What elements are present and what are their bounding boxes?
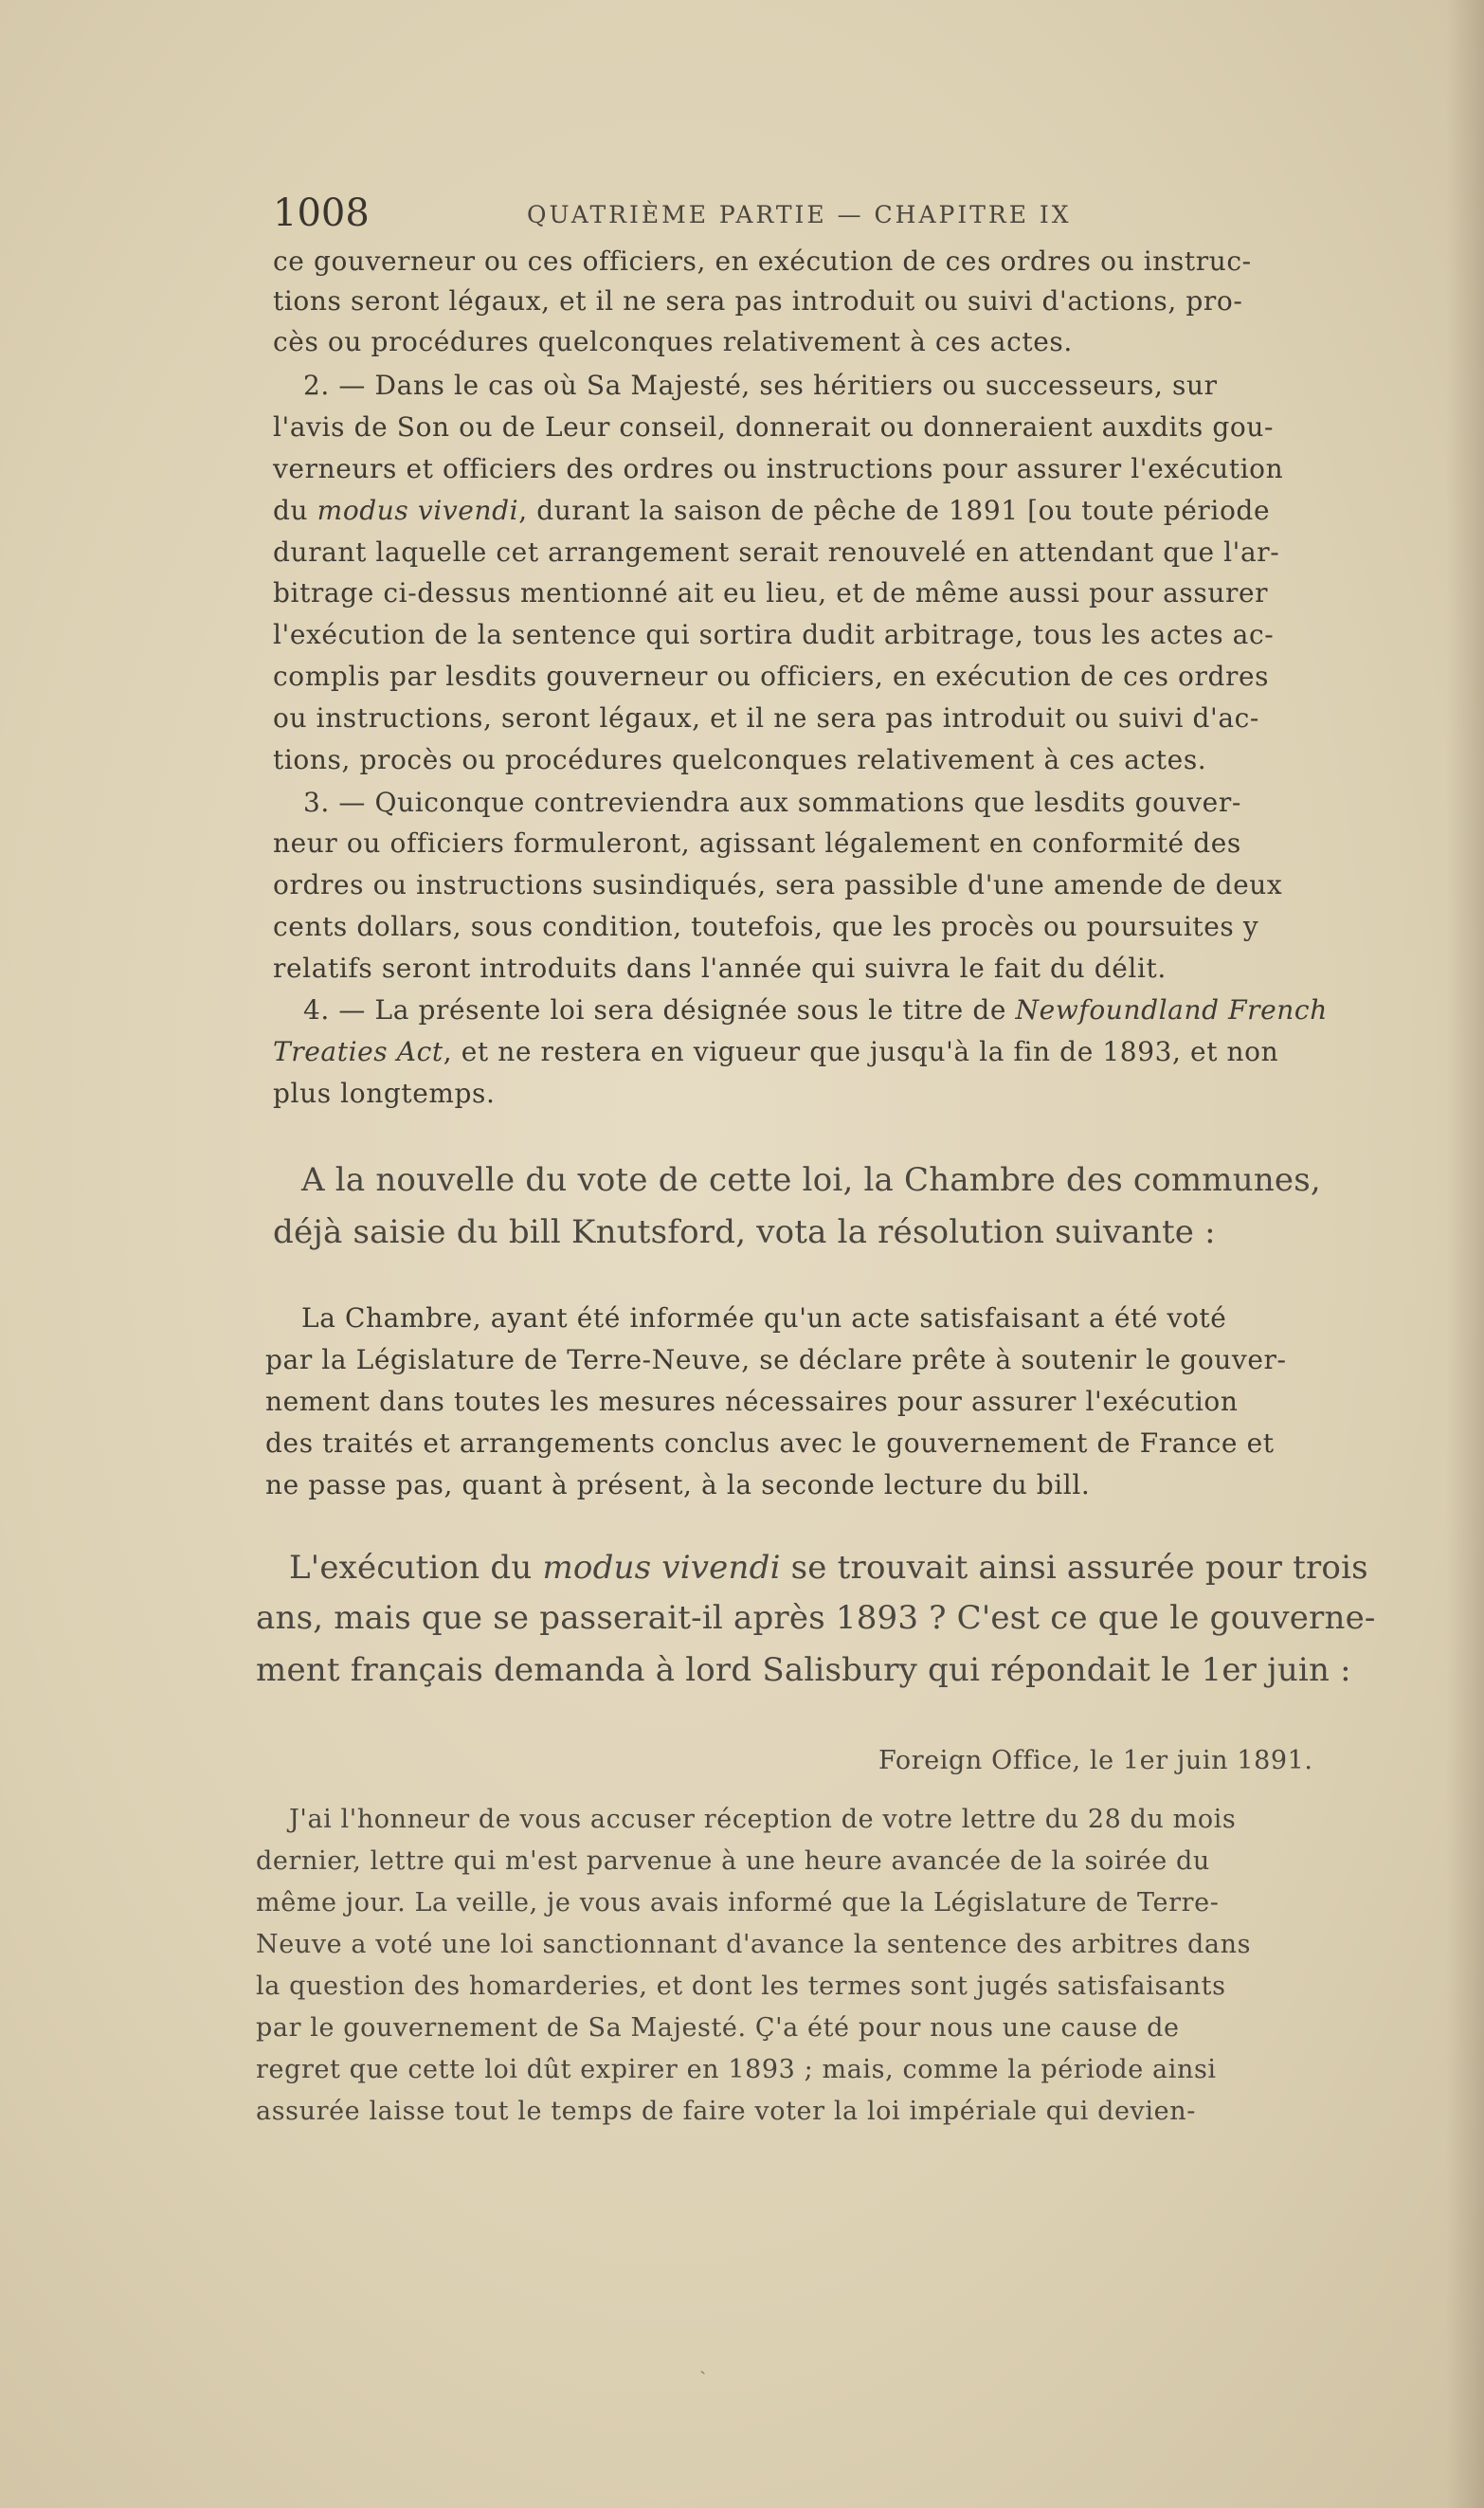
law-line: cents dollars, sous condition, toutefois, que les procès ou poursuites y <box>273 911 1259 942</box>
running-title: QUATRIÈME PARTIE — CHAPITRE IX <box>527 201 1072 228</box>
law-line: Treaties Act, et ne restera en vigueur que jusqu'à la fin de 1893, et non <box>273 1036 1279 1067</box>
page-number: 1008 <box>273 191 370 235</box>
narration-line: ment français demanda à lord Salisbury qui répondait le 1er juin : <box>256 1651 1351 1689</box>
page-edge-shadow <box>1446 0 1484 2508</box>
ink-speck: ˏ <box>699 2352 707 2375</box>
letter-line: dernier, lettre qui m'est parvenue à une heure avancée de la soirée du <box>256 1846 1210 1876</box>
law-line: ordres ou instructions susindiqués, sera passible d'une amende de deux <box>273 869 1283 900</box>
letter-line: même jour. La veille, je vous avais informé que la Législature de Terre- <box>256 1888 1220 1917</box>
letter-dateline: Foreign Office, le 1er juin 1891. <box>878 1746 1313 1775</box>
resolution-line: La Chambre, ayant été informée qu'un acte satisfaisant a été voté <box>301 1302 1227 1334</box>
law-line: l'avis de Son ou de Leur conseil, donnerait ou donneraient auxdits gou- <box>273 411 1275 443</box>
law-line: relatifs seront introduits dans l'année qui suivra le fait du délit. <box>273 953 1167 984</box>
letter-line: J'ai l'honneur de vous accuser réception de votre lettre du 28 du mois <box>289 1805 1237 1834</box>
law-line: plus longtemps. <box>273 1078 496 1109</box>
law-line: du modus vivendi, durant la saison de pêche de 1891 [ou toute période <box>273 495 1271 526</box>
law-line: cès ou procédures quelconques relativement à ces actes. <box>273 326 1073 357</box>
law-line: ce gouverneur ou ces officiers, en exécution de ces ordres ou instruc- <box>273 245 1252 277</box>
law-line: durant laquelle cet arrangement serait renouvelé en attendant que l'ar- <box>273 536 1280 568</box>
narration-line: déjà saisie du bill Knutsford, vota la résolution suivante : <box>273 1213 1216 1251</box>
resolution-line: ne passe pas, quant à présent, à la seconde lecture du bill. <box>265 1469 1091 1500</box>
running-head <box>273 190 1156 237</box>
letter-line: Neuve a voté une loi sanctionnant d'avance la sentence des arbitres dans <box>256 1930 1252 1959</box>
law-line: neur ou officiers formuleront, agissant légalement en conformité des <box>273 827 1241 859</box>
letter-line: regret que cette loi dût expirer en 1893 ; mais, comme la période ainsi <box>256 2055 1217 2084</box>
law-line: 2. — Dans le cas où Sa Majesté, ses héritiers ou successeurs, sur <box>303 370 1218 401</box>
resolution-line: des traités et arrangements conclus avec le gouvernement de France et <box>265 1427 1275 1459</box>
letter-line: par le gouvernement de Sa Majesté. Ç'a été pour nous une cause de <box>256 2013 1180 2043</box>
law-line: 3. — Quiconque contreviendra aux sommations que lesdits gouver- <box>303 787 1241 818</box>
resolution-line: nement dans toutes les mesures nécessaires pour assurer l'exécution <box>265 1386 1239 1417</box>
law-line: tions seront légaux, et il ne sera pas introduit ou suivi d'actions, pro- <box>273 285 1243 317</box>
law-line: 4. — La présente loi sera désignée sous le titre de Newfoundland French <box>303 994 1328 1026</box>
law-line: ou instructions, seront légaux, et il ne sera pas introduit ou suivi d'ac- <box>273 702 1259 734</box>
letter-line: la question des homarderies, et dont les termes sont jugés satisfaisants <box>256 1972 1226 2001</box>
narration-line: A la nouvelle du vote de cette loi, la Chambre des communes, <box>301 1161 1321 1199</box>
narration-line: L'exécution du modus vivendi se trouvait ainsi assurée pour trois <box>289 1549 1368 1587</box>
letter-line: assurée laisse tout le temps de faire voter la loi impériale qui devien- <box>256 2097 1196 2126</box>
narration-line: ans, mais que se passerait-il après 1893 ? C'est ce que le gouverne- <box>256 1599 1376 1637</box>
law-line: verneurs et officiers des ordres ou instructions pour assurer l'exécution <box>273 453 1284 484</box>
law-line: tions, procès ou procédures quelconques relativement à ces actes. <box>273 744 1207 775</box>
law-line: bitrage ci-dessus mentionné ait eu lieu, et de même aussi pour assurer <box>273 577 1269 609</box>
law-line: l'exécution de la sentence qui sortira dudit arbitrage, tous les actes ac- <box>273 619 1275 650</box>
law-line: complis par lesdits gouverneur ou officiers, en exécution de ces ordres <box>273 661 1270 692</box>
resolution-line: par la Législature de Terre-Neuve, se déclare prête à soutenir le gouver- <box>265 1344 1287 1375</box>
